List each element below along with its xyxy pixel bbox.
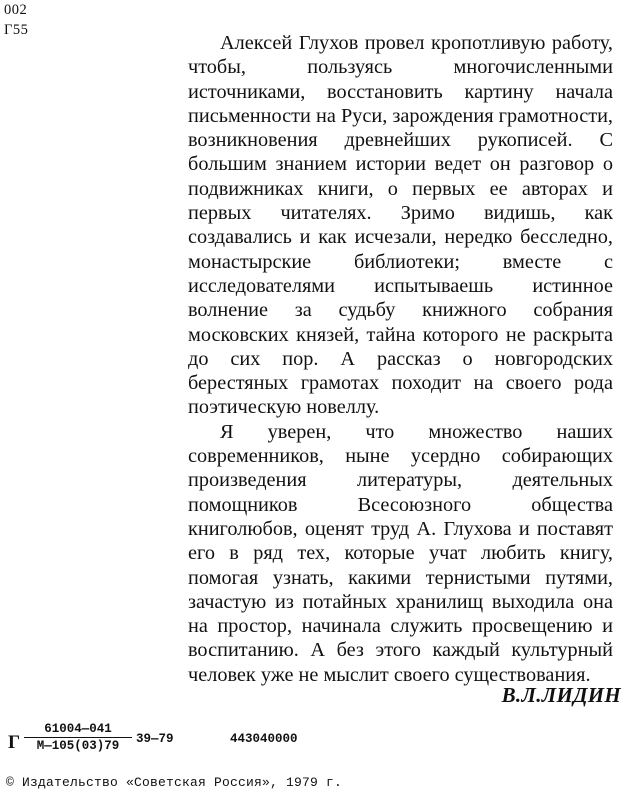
catalog-denominator: М—105(03)79 — [36, 739, 120, 753]
catalog-fraction — [24, 722, 132, 753]
paragraph-1: Алексей Глухов провел кропотливую работу, чтобы, пользуясь многочисленными источниками, восстановить картину начала письменности на Руси, зарождения грамотности, возникновения древнейших рукописей. С большим знанием истории ведет он разговор о подвижниках книги, о первых ее авторах и первых читателях. Зримо видишь, как создавались и как исчезали, нередко бесследно, монастырские библиотеки; вместе с исследователями испытываешь истинное волнение за судьбу книжного собрания московских князей, тайна которого не раскрыта до сих пор. А рассказ о новгородских берестяных грамотах походит на своего рода поэтическую новеллу. — [188, 32, 613, 419]
paragraph-2: Я уверен, что множество наших современников, ныне усердно собирающих произведения литературы, деятельных помощников Всесоюзного общества книголюбов, оценят труд А. Глухова и поставят его в ряд тех, которые учат любить книгу, помогая узнать, какими тернистыми путями, зачастую из потайных хранилищ выходила она на простор, начинала служить просвещению и воспитанию. А без этого каждый культурный человек уже не мыслит своего существования. — [188, 420, 613, 686]
copyright-line: © Издательство «Советская Россия», 1979 г. — [6, 775, 343, 790]
udc-code: 002 — [4, 2, 28, 18]
catalog-numerator: 61004—041 — [24, 722, 132, 738]
classification-codes — [4, 0, 28, 40]
annotation-text — [188, 31, 613, 687]
catalog-code: 443040000 — [230, 732, 298, 746]
catalog-letter: Г — [8, 732, 21, 753]
author-signature: В.Л.ЛИДИН — [501, 683, 621, 707]
catalog-extra: 39—79 — [136, 732, 174, 746]
bbk-code: Г55 — [4, 22, 29, 38]
